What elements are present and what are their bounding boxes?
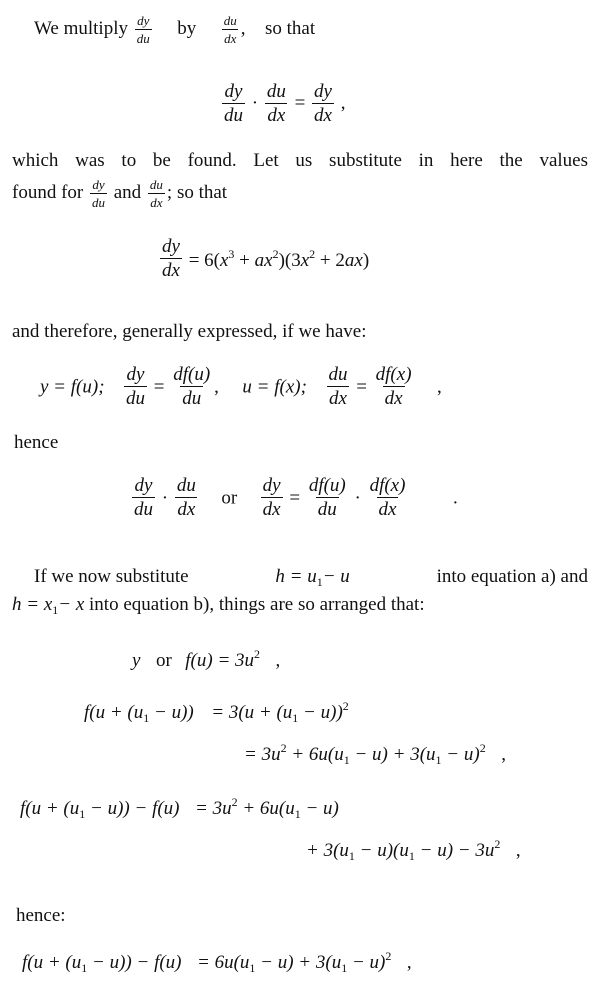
- fraction-dy-dx: $\frac{dy}{dx}$: [262, 475, 281, 520]
- equation-expansion-line1: $f(u + (u_1 - u)) = 3(u + (u_1 - u))^2$: [84, 699, 349, 725]
- equation-general-definitions: y = f(u); $\frac{dy}{du}$ = $\frac{df(u)}{du}$ , u = f(x); $\frac{du}{dx}$ = $\frac{df(x)}{dx}$ ,: [40, 364, 442, 409]
- fraction-du-dx: $\frac{du}{dx}$: [149, 177, 163, 210]
- equation-difference-line1: $f(u + (u_1 - u)) - f(u) = 3u^2 + 6u(u_1 - u)$: [20, 795, 339, 821]
- paragraph-line: found for $\frac{dy}{du}$ and $\frac{du}{dx}$ ; so that: [12, 177, 228, 210]
- fraction-dy-dx: $\frac{dy}{dx}$: [314, 81, 332, 126]
- equation-chain-rule-general: $\frac{dy}{du}$ · $\frac{du}{dx}$ or $\frac{dy}{dx}$ = $\frac{df(u)}{du}$ · $\frac{df(x)}{dx}$ .: [134, 475, 458, 520]
- text-so-that: so that: [265, 18, 316, 39]
- equation-substituted-derivative: $\frac{dy}{dx}$ = $6(x^3 + ax^2)(3x^2 + 2ax)$: [162, 236, 370, 281]
- text-by: by: [177, 18, 197, 39]
- equation-y-equals: y or $f(u) = 3u^2$ ,: [132, 647, 281, 671]
- fraction-dy-dx: $\frac{dy}{dx}$: [162, 236, 180, 281]
- paragraph-line: which was to be found. Let us substitute in here the values: [12, 150, 588, 171]
- paragraph-line: If we now substitute $h = u_1- u$ into equation a) and: [34, 566, 588, 589]
- fraction-dfu-du: $\frac{df(u)}{du}$: [308, 475, 346, 520]
- fraction-dy-du: $\frac{dy}{du}$: [91, 177, 105, 210]
- fraction-dfx-dx: $\frac{df(x)}{dx}$: [369, 475, 406, 520]
- fraction-du-dx: $\frac{du}{dx}$: [328, 364, 348, 409]
- fraction-du-dx: $\frac{du}{dx}$: [266, 81, 286, 126]
- fraction-dy-du: $\frac{dy}{du}$: [136, 13, 150, 46]
- fraction-dy-du: $\frac{dy}{du}$: [224, 81, 243, 126]
- equation-expansion-line2: = $3u^2 + 6u(u_1 - u) + 3(u_1 - u)^2$ ,: [244, 741, 506, 767]
- text-hence: hence: [14, 432, 59, 453]
- text-hence-colon: hence:: [16, 905, 66, 926]
- paragraph-line: and therefore, generally expressed, if we have:: [12, 321, 367, 342]
- fraction-dy-du: $\frac{dy}{du}$: [126, 364, 146, 409]
- intro-line: We multiply $\frac{dy}{du}$ by $\frac{du}{dx}$ , so that: [34, 13, 316, 46]
- fraction-du-dx: $\frac{du}{dx}$: [223, 13, 237, 46]
- fraction-dfx-dx: $\frac{df(x)}{dx}$: [375, 364, 412, 409]
- fraction-du-dx: $\frac{du}{dx}$: [176, 475, 196, 520]
- text-we-multiply: We multiply: [34, 18, 128, 39]
- equation-chain-rule: $\frac{dy}{du}$ · $\frac{du}{dx}$ = $\frac{dy}{dx}$ ,: [224, 81, 346, 126]
- fraction-dfu-du: $\frac{df(u)}{du}$: [173, 364, 211, 409]
- equation-difference-line2: + $3(u_1 - u)(u_1 - u) - 3u^2$ ,: [306, 837, 521, 863]
- paragraph-line: $h = x_1- x$ into equation b), things are so arranged that:: [12, 594, 425, 617]
- equation-final-difference: $f(u + (u_1 - u)) - f(u) = 6u(u_1 - u) + 3(u_1 - u)^2$ ,: [22, 949, 412, 975]
- fraction-dy-du: $\frac{dy}{du}$: [134, 475, 153, 520]
